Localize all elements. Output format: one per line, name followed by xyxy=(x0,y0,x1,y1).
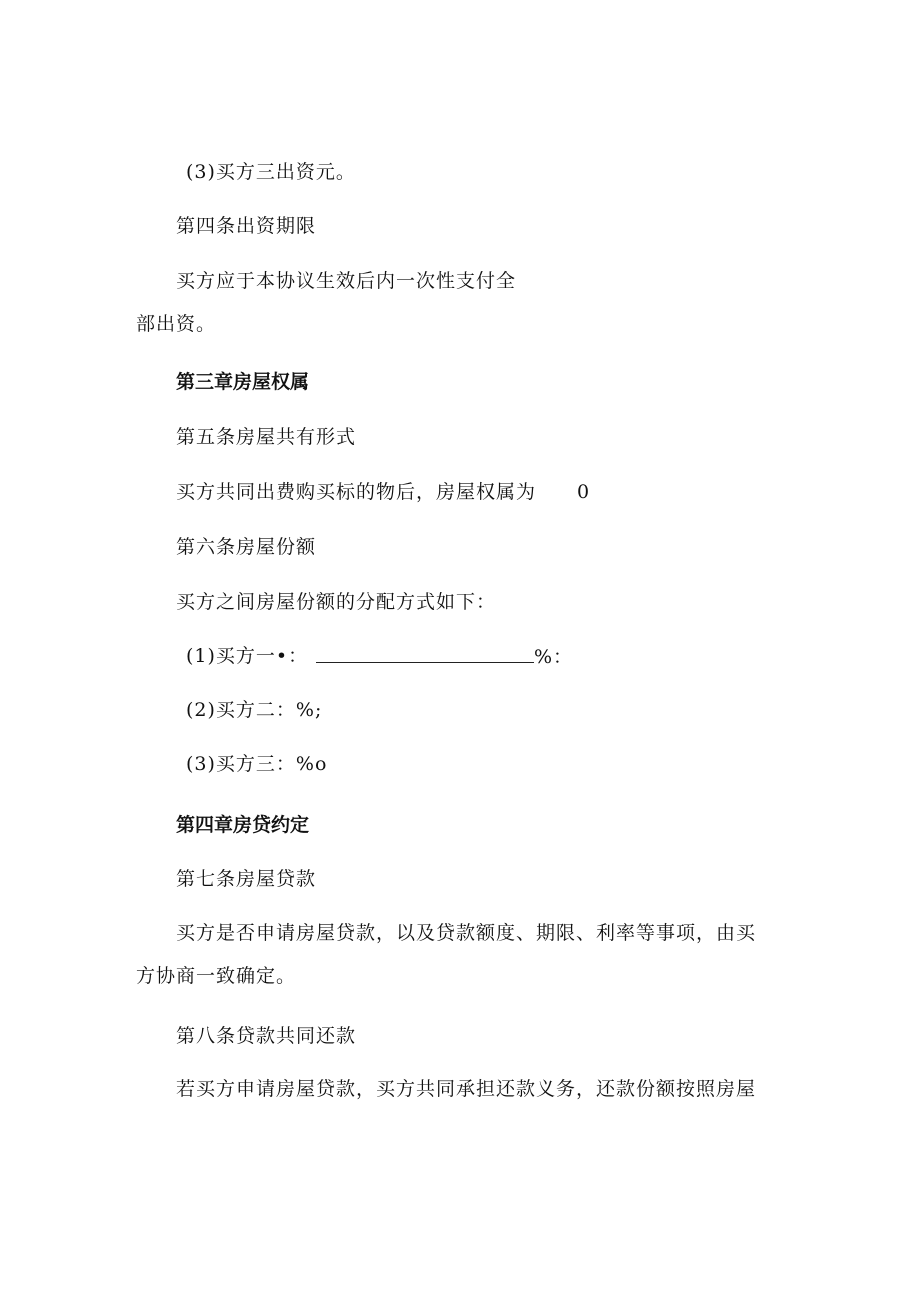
share-blank-line xyxy=(316,644,534,663)
paragraph-payment-term-line2: 部出资。 xyxy=(136,313,217,335)
article-8-title: 第八条贷款共同还款 xyxy=(176,1025,357,1047)
share-item-buyer1-label: (1)买方一•： xyxy=(186,645,309,667)
article-4-title: 第四条出资期限 xyxy=(176,215,317,237)
paragraph-ownership-form xyxy=(176,480,536,504)
paragraph-repayment: 若买方申请房屋贷款，买方共同承担还款义务，还款份额按照房屋 xyxy=(176,1078,757,1100)
paragraph-buyer3-contribution: (3)买方三出资元。 xyxy=(186,161,356,183)
share-item-buyer3: (3)买方三：%o xyxy=(186,753,328,775)
chapter-3-heading: 第三章房屋权属 xyxy=(176,371,310,393)
share-item-buyer1-field xyxy=(316,644,573,669)
paragraph-share-distribution: 买方之间房屋份额的分配方式如下： xyxy=(176,591,497,613)
paragraph-loan-line1: 买方是否申请房屋贷款，以及贷款额度、期限、利率等事项，由买 xyxy=(176,922,757,944)
article-5-title: 第五条房屋共有形式 xyxy=(176,426,357,448)
article-6-title: 第六条房屋份额 xyxy=(176,536,317,558)
paragraph-loan-line2: 方协商一致确定。 xyxy=(136,965,297,987)
ownership-form-text: 买方共同出费购买标的物后，房屋权属为 xyxy=(176,481,537,503)
chapter-4-heading: 第四章房贷约定 xyxy=(176,814,310,836)
ownership-form-value: 0 xyxy=(577,481,591,503)
paragraph-payment-term-line1: 买方应于本协议生效后内一次性支付全 xyxy=(176,270,517,292)
share-item-buyer2: (2)买方二：%; xyxy=(186,699,323,721)
article-7-title: 第七条房屋贷款 xyxy=(176,868,317,890)
share-item-buyer1-suffix: %： xyxy=(534,646,574,668)
